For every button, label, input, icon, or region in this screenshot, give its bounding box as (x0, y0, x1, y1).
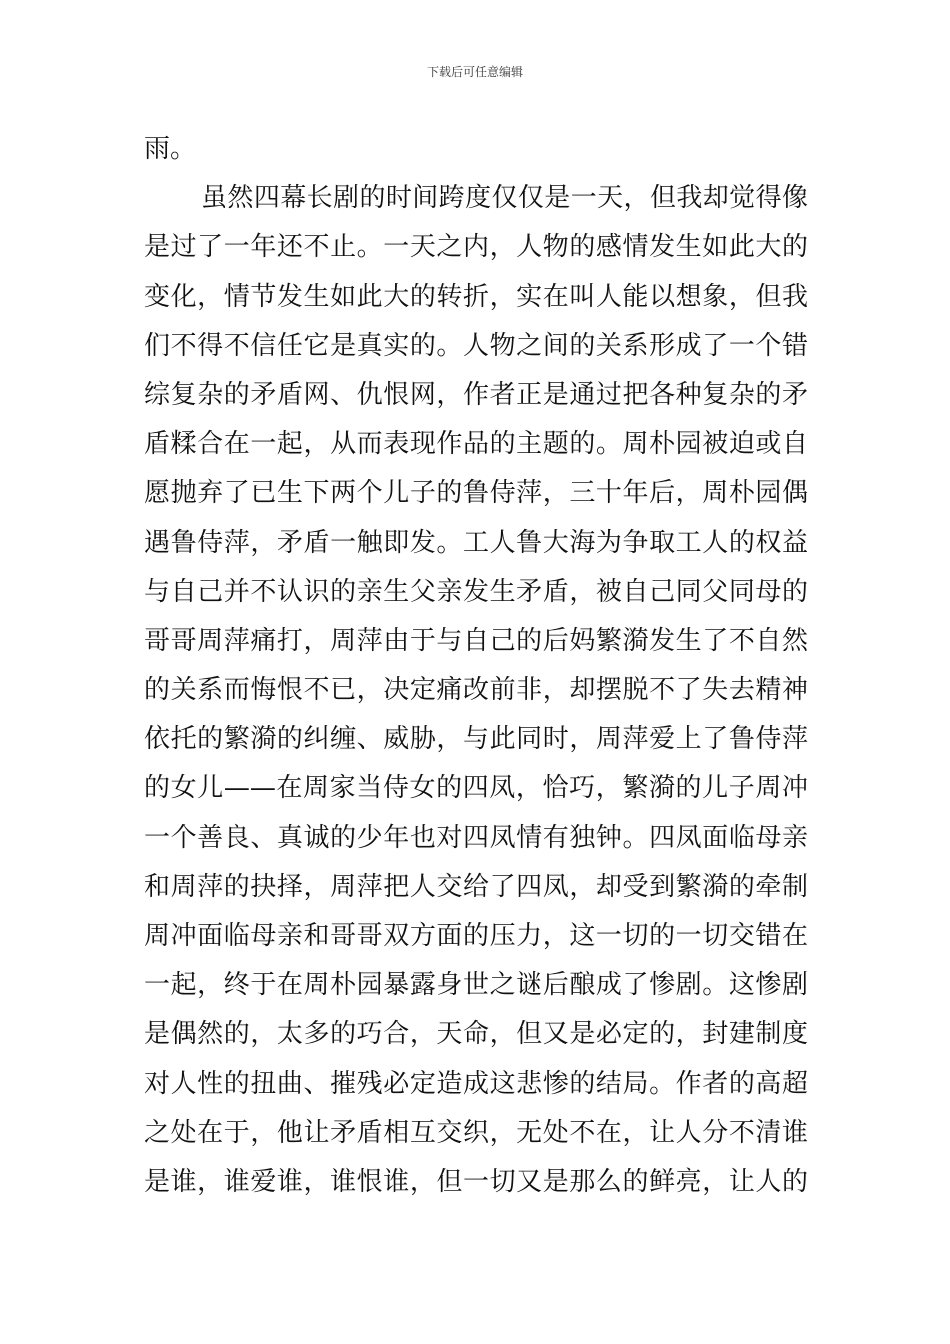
text-line: 变化，情节发生如此大的转折，实在叫人能以想象，但我 (144, 281, 808, 312)
text-line: 一起，终于在周朴园暴露身世之谜后酿成了惨剧。这惨剧 (144, 970, 808, 1001)
document-body (144, 125, 808, 1207)
page-header: 下载后可任意编辑 (426, 65, 523, 79)
text-line: 是谁，谁爱谁，谁恨谁，但一切又是那么的鲜亮，让人的 (144, 1166, 808, 1197)
text-line: 遇鲁侍萍，矛盾一触即发。工人鲁大海为争取工人的权益 (144, 527, 808, 558)
text-line: 一个善良、真诚的少年也对四凤情有独钟。四凤面临母亲 (144, 822, 808, 853)
text-line: 综复杂的矛盾网、仇恨网，作者正是通过把各种复杂的矛 (144, 379, 808, 410)
text-line: 对人性的扭曲、摧残必定造成这悲惨的结局。作者的高超 (144, 1068, 808, 1099)
text-line: 和周萍的抉择，周萍把人交给了四凤，却受到繁漪的牵制 (144, 871, 808, 902)
text-line: 愿抛弃了已生下两个儿子的鲁侍萍，三十年后，周朴园偶 (144, 478, 808, 509)
text-line: 之处在于，他让矛盾相互交织，无处不在，让人分不清谁 (144, 1117, 808, 1148)
text-line: 是过了一年还不止。一天之内，人物的感情发生如此大的 (144, 232, 808, 263)
text-line: 依托的繁漪的纠缠、威胁，与此同时，周萍爱上了鲁侍萍 (144, 724, 808, 755)
text-line: 的女儿——在周家当侍女的四凤，恰巧，繁漪的儿子周冲 (144, 773, 808, 804)
text-line: 虽然四幕长剧的时间跨度仅仅是一天，但我却觉得像 (201, 183, 808, 214)
text-line: 盾糅合在一起，从而表现作品的主题的。周朴园被迫或自 (144, 429, 808, 460)
text-line: 雨。 (144, 134, 197, 164)
text-line: 们不得不信任它是真实的。人物之间的关系形成了一个错 (144, 330, 808, 361)
text-line: 的关系而悔恨不已，决定痛改前非，却摆脱不了失去精神 (144, 675, 808, 706)
text-line: 与自己并不认识的亲生父亲发生矛盾，被自己同父同母的 (144, 576, 808, 607)
text-line: 周冲面临母亲和哥哥双方面的压力，这一切的一切交错在 (144, 921, 808, 951)
text-line: 哥哥周萍痛打，周萍由于与自己的后妈繁漪发生了不自然 (144, 625, 808, 656)
text-line: 是偶然的，太多的巧合，天命，但又是必定的，封建制度 (144, 1019, 808, 1050)
